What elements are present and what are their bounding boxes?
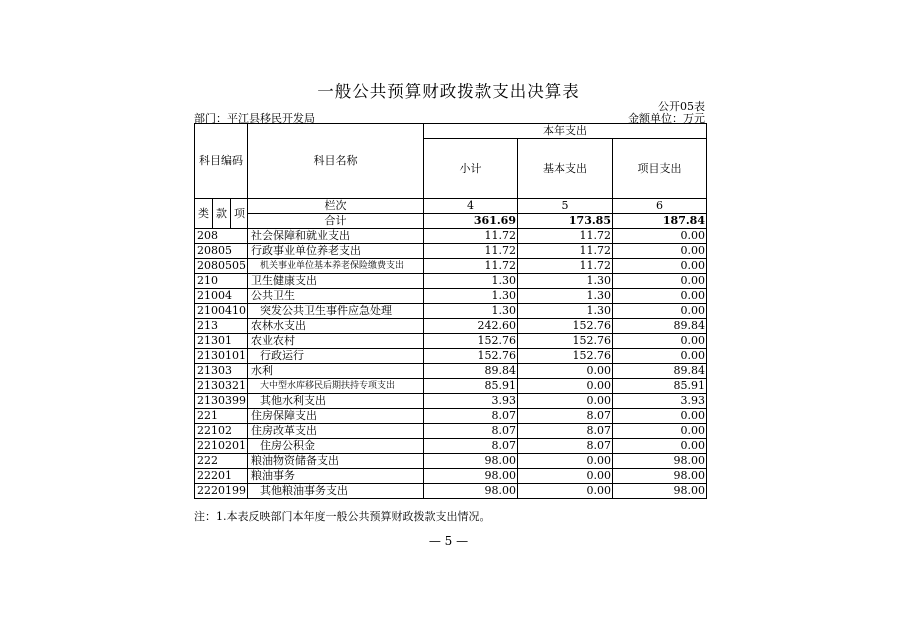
- row-code: 2210201: [195, 439, 248, 454]
- row-project: 0.00: [613, 424, 707, 439]
- header-subject-name: 科目名称: [248, 124, 424, 199]
- row-project: 98.00: [613, 484, 707, 499]
- row-project: 98.00: [613, 454, 707, 469]
- row-code: 222: [195, 454, 248, 469]
- row-code: 2130399: [195, 394, 248, 409]
- header-basic: 基本支出: [518, 139, 613, 199]
- row-subtotal: 1.30: [424, 289, 518, 304]
- header-col-4: 4: [424, 199, 518, 214]
- row-basic: 0.00: [518, 484, 613, 499]
- row-subtotal: 98.00: [424, 454, 518, 469]
- row-subtotal: 152.76: [424, 349, 518, 364]
- row-name: 突发公共卫生事件应急处理: [248, 304, 424, 319]
- row-project: 89.84: [613, 364, 707, 379]
- row-subtotal: 98.00: [424, 469, 518, 484]
- row-code: 20805: [195, 244, 248, 259]
- report-title: 一般公共预算财政拨款支出决算表: [317, 82, 580, 101]
- row-basic: 1.30: [518, 289, 613, 304]
- row-basic: 1.30: [518, 274, 613, 289]
- table-row: [195, 289, 707, 304]
- row-code: 2130321: [195, 379, 248, 394]
- row-project: 0.00: [613, 334, 707, 349]
- row-code: 22102: [195, 424, 248, 439]
- row-name: 住房公积金: [248, 439, 424, 454]
- row-name: 行政运行: [248, 349, 424, 364]
- table-row: [195, 379, 707, 394]
- row-subtotal: 8.07: [424, 409, 518, 424]
- header-subtotal: 小计: [424, 139, 518, 199]
- row-basic: 11.72: [518, 244, 613, 259]
- row-subtotal: 11.72: [424, 229, 518, 244]
- row-code: 2100410: [195, 304, 248, 319]
- row-basic: 11.72: [518, 229, 613, 244]
- table-row: [195, 244, 707, 259]
- row-project: 89.84: [613, 319, 707, 334]
- table-row: [195, 304, 707, 319]
- row-name: 机关事业单位基本养老保险缴费支出: [248, 259, 424, 274]
- row-basic: 152.76: [518, 334, 613, 349]
- row-subtotal: 8.07: [424, 424, 518, 439]
- header-col-5: 5: [518, 199, 613, 214]
- row-name: 社会保障和就业支出: [248, 229, 424, 244]
- header-col-6: 6: [613, 199, 707, 214]
- row-basic: 0.00: [518, 394, 613, 409]
- total-row: [195, 214, 707, 229]
- row-project: 0.00: [613, 439, 707, 454]
- row-name: 其他粮油事务支出: [248, 484, 424, 499]
- total-subtotal: 361.69: [424, 214, 518, 229]
- header-current-year: 本年支出: [424, 124, 707, 139]
- row-project: 0.00: [613, 289, 707, 304]
- row-subtotal: 89.84: [424, 364, 518, 379]
- row-name: 大中型水库移民后期扶持专项支出: [248, 379, 424, 394]
- row-subtotal: 1.30: [424, 304, 518, 319]
- row-basic: 8.07: [518, 424, 613, 439]
- row-basic: 152.76: [518, 349, 613, 364]
- header-project: 项目支出: [613, 139, 707, 199]
- row-code: 2130101: [195, 349, 248, 364]
- page-number: — 5 —: [428, 534, 469, 548]
- row-project: 0.00: [613, 409, 707, 424]
- row-subtotal: 242.60: [424, 319, 518, 334]
- row-project: 0.00: [613, 259, 707, 274]
- row-project: 0.00: [613, 229, 707, 244]
- form-number: 公开05表: [658, 100, 705, 113]
- total-project: 187.84: [613, 214, 707, 229]
- footnote: 注：1.本表反映部门本年度一般公共预算财政拨款支出情况。: [194, 510, 491, 523]
- table-row: [195, 334, 707, 349]
- row-basic: 11.72: [518, 259, 613, 274]
- header-lanci: 栏次: [248, 199, 424, 214]
- row-name: 农林水支出: [248, 319, 424, 334]
- row-project: 0.00: [613, 244, 707, 259]
- row-code: 2220199: [195, 484, 248, 499]
- table-row: [195, 469, 707, 484]
- row-code: 221: [195, 409, 248, 424]
- row-project: 85.91: [613, 379, 707, 394]
- row-name: 住房改革支出: [248, 424, 424, 439]
- table-row: [195, 394, 707, 409]
- row-code: 2080505: [195, 259, 248, 274]
- row-subtotal: 8.07: [424, 439, 518, 454]
- row-subtotal: 85.91: [424, 379, 518, 394]
- row-subtotal: 3.93: [424, 394, 518, 409]
- row-subtotal: 11.72: [424, 259, 518, 274]
- row-basic: 8.07: [518, 439, 613, 454]
- row-code: 21303: [195, 364, 248, 379]
- row-basic: 0.00: [518, 379, 613, 394]
- row-name: 卫生健康支出: [248, 274, 424, 289]
- row-code: 21004: [195, 289, 248, 304]
- row-project: 0.00: [613, 304, 707, 319]
- row-name: 水利: [248, 364, 424, 379]
- row-code: 210: [195, 274, 248, 289]
- row-subtotal: 1.30: [424, 274, 518, 289]
- table-row: [195, 409, 707, 424]
- row-project: 3.93: [613, 394, 707, 409]
- table-row: [195, 349, 707, 364]
- row-code: 21301: [195, 334, 248, 349]
- row-code: 22201: [195, 469, 248, 484]
- row-basic: 0.00: [518, 364, 613, 379]
- row-code: 208: [195, 229, 248, 244]
- table-row: [195, 364, 707, 379]
- total-label: 合计: [248, 214, 424, 229]
- table-row: [195, 439, 707, 454]
- table-row: [195, 454, 707, 469]
- amount-unit-label: 金额单位：万元: [628, 112, 705, 125]
- row-name: 粮油物资储备支出: [248, 454, 424, 469]
- department-label: 部门：平江县移民开发局: [194, 112, 315, 125]
- row-subtotal: 152.76: [424, 334, 518, 349]
- row-basic: 0.00: [518, 469, 613, 484]
- row-project: 98.00: [613, 469, 707, 484]
- header-xiang: 项: [231, 199, 248, 229]
- row-basic: 0.00: [518, 454, 613, 469]
- total-basic: 173.85: [518, 214, 613, 229]
- table-row: [195, 484, 707, 499]
- row-basic: 1.30: [518, 304, 613, 319]
- row-basic: 8.07: [518, 409, 613, 424]
- header-subject-code: 科目编码: [195, 124, 248, 199]
- header-kuan: 款: [213, 199, 231, 229]
- expenditure-table: [194, 123, 707, 499]
- row-code: 213: [195, 319, 248, 334]
- table-row: [195, 424, 707, 439]
- row-subtotal: 11.72: [424, 244, 518, 259]
- table-row: [195, 274, 707, 289]
- row-name: 住房保障支出: [248, 409, 424, 424]
- row-name: 其他水利支出: [248, 394, 424, 409]
- row-name: 行政事业单位养老支出: [248, 244, 424, 259]
- row-name: 粮油事务: [248, 469, 424, 484]
- row-name: 公共卫生: [248, 289, 424, 304]
- table-row: [195, 229, 707, 244]
- header-lei: 类: [195, 199, 213, 229]
- row-name: 农业农村: [248, 334, 424, 349]
- row-project: 0.00: [613, 349, 707, 364]
- row-subtotal: 98.00: [424, 484, 518, 499]
- row-project: 0.00: [613, 274, 707, 289]
- row-basic: 152.76: [518, 319, 613, 334]
- table-row: [195, 319, 707, 334]
- table-row: [195, 259, 707, 274]
